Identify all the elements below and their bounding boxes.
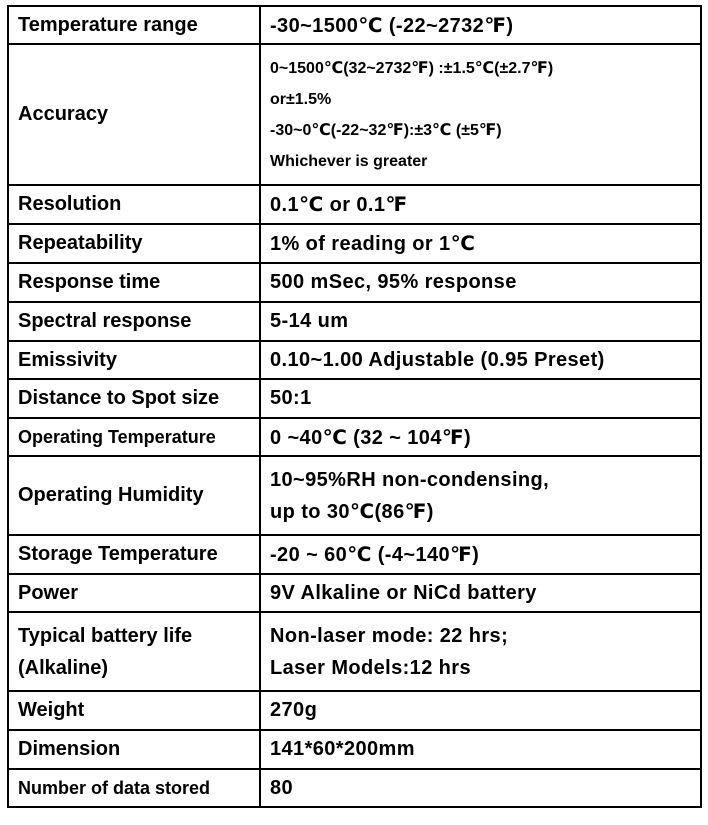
row-label: Weight [8, 691, 260, 730]
value-line: Whichever is greater [270, 152, 428, 170]
table-row-accuracy [8, 44, 701, 185]
row-value: 0 ~40℃ (32 ~ 104℉) [260, 418, 701, 456]
row-label [8, 612, 260, 691]
table-row-dimension [8, 730, 701, 769]
table-row-operating-temperature [8, 418, 701, 456]
row-value [260, 612, 701, 691]
row-value [260, 456, 701, 535]
value-line: Non-laser mode: 22 hrs; [270, 624, 509, 647]
value-line: Laser Models:12 hrs [270, 656, 472, 679]
table-row-resolution [8, 185, 701, 224]
row-value: 9V Alkaline or NiCd battery [260, 574, 701, 612]
table-row-response-time [8, 263, 701, 302]
row-value: 0.1℃ or 0.1℉ [260, 185, 701, 224]
table-row-emissivity [8, 341, 701, 379]
table-row-typical-battery-life [8, 612, 701, 691]
table-row-number-of-data-stored [8, 769, 701, 807]
row-value: 0.10~1.00 Adjustable (0.95 Preset) [260, 341, 701, 379]
row-value: 500 mSec, 95% response [260, 263, 701, 302]
table-row-spectral-response [8, 302, 701, 341]
row-value: -30~1500℃ (-22~2732℉) [260, 6, 701, 44]
row-label: Storage Temperature [8, 535, 260, 574]
label-line: Typical battery life [18, 624, 193, 647]
table-row-storage-temperature [8, 535, 701, 574]
table-row-weight [8, 691, 701, 730]
row-value: 270g [260, 691, 701, 730]
row-value: 80 [260, 769, 701, 807]
row-label: Spectral response [8, 302, 260, 341]
row-value: 50:1 [260, 379, 701, 418]
value-line: -30~0℃(-22~32℉):±3℃ (±5℉) [270, 121, 502, 139]
table-row-distance-to-spot-size [8, 379, 701, 418]
row-label: Emissivity [8, 341, 260, 379]
value-line: or±1.5% [270, 90, 332, 108]
row-value: 5-14 um [260, 302, 701, 341]
value-line: up to 30℃(86℉) [270, 500, 434, 523]
row-label: Accuracy [8, 44, 260, 185]
table-row-repeatability [8, 224, 701, 263]
row-label: Repeatability [8, 224, 260, 263]
row-label: Resolution [8, 185, 260, 224]
value-line: 10~95%RH non-condensing, [270, 468, 550, 491]
row-label: Temperature range [8, 6, 260, 44]
row-label: Operating Temperature [8, 418, 260, 456]
table-row-temperature-range [8, 6, 701, 44]
row-label: Dimension [8, 730, 260, 769]
row-value: 1% of reading or 1℃ [260, 224, 701, 263]
row-value: -20 ~ 60℃ (-4~140℉) [260, 535, 701, 574]
row-label: Number of data stored [8, 769, 260, 807]
row-label: Response time [8, 263, 260, 302]
table-row-power [8, 574, 701, 612]
label-line: (Alkaline) [18, 656, 109, 679]
row-value: 141*60*200mm [260, 730, 701, 769]
value-line: 0~1500℃(32~2732℉) :±1.5℃(±2.7℉) [270, 59, 554, 77]
row-label: Distance to Spot size [8, 379, 260, 418]
spec-table [7, 5, 702, 808]
table-row-operating-humidity [8, 456, 701, 535]
row-label: Operating Humidity [8, 456, 260, 535]
row-label: Power [8, 574, 260, 612]
row-value [260, 44, 701, 185]
